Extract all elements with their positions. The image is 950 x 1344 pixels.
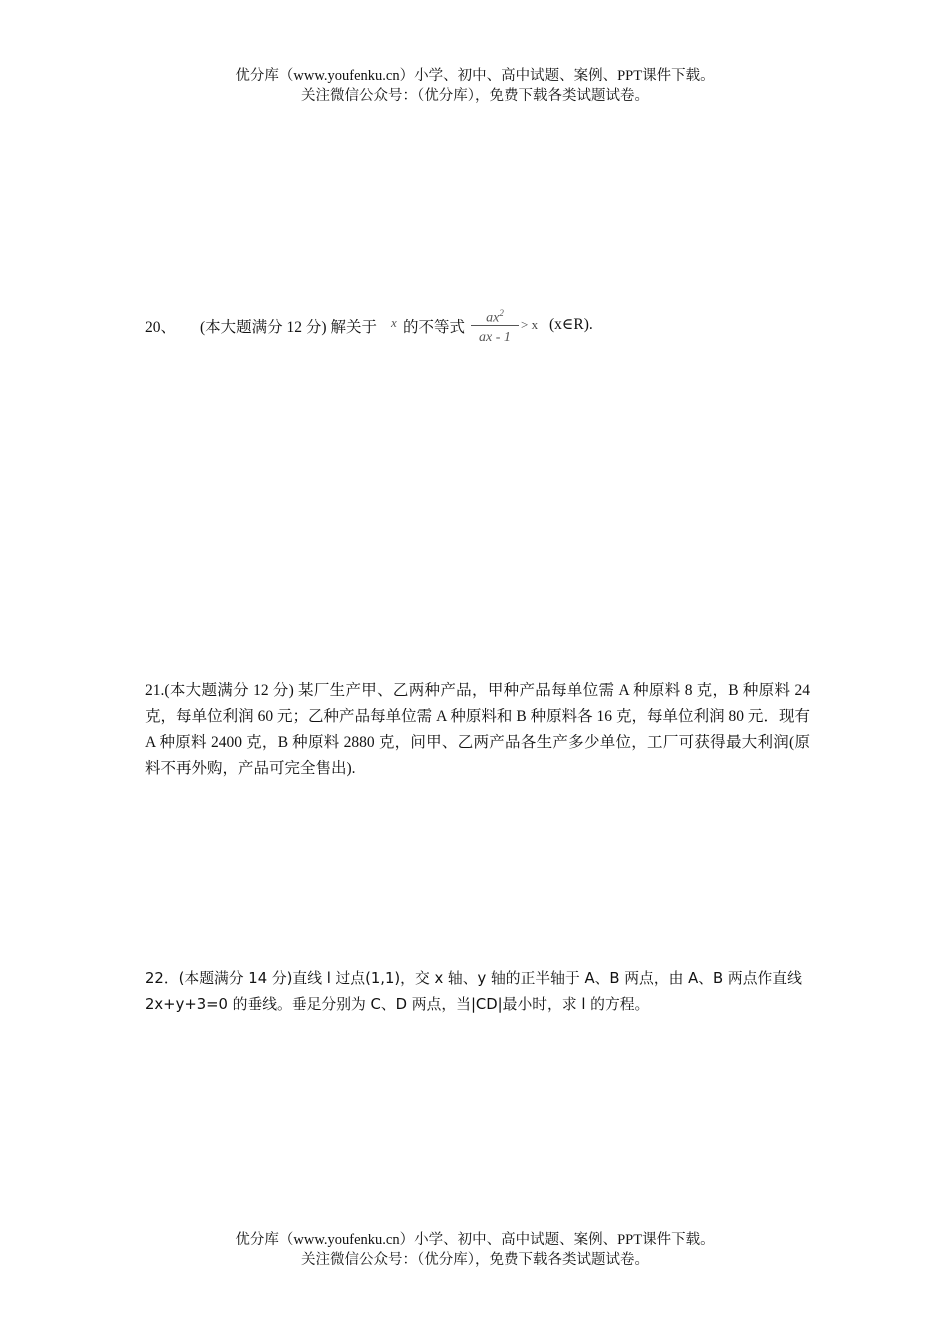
page-footer (0, 1230, 950, 1270)
q20-number: 20、 (145, 319, 177, 336)
footer-line-2: 关注微信公众号：（优分库），免费下载各类试题试卷。 (301, 1252, 649, 1268)
q20-condition: (x∈R). (549, 316, 593, 333)
footer-line-1: 优分库（www.youfenku.cn）小学、初中、高中试题、案例、PPT课件下载。 (235, 1232, 715, 1248)
question-20 (145, 302, 810, 350)
question-21 (145, 678, 810, 782)
question-22 (145, 966, 810, 1018)
header-line-2: 关注微信公众号：（优分库），免费下载各类试题试卷。 (301, 88, 649, 104)
q22-text: 22．(本题满分 14 分)直线 l 过点(1,1)，交 x 轴、y 轴的正半轴于 A、B 两点，由 A、B 两点作直线 2x+y+3=0 的垂线。垂足分别为 C、D 两点，当|CD|最小时，求 l 的方程。 (145, 970, 802, 1013)
q20-frac-numerator: ax (486, 310, 500, 326)
q20-frac-exponent: 2 (499, 308, 504, 318)
q20-text2: 的不等式 (403, 319, 466, 336)
header-line-1: 优分库（www.youfenku.cn）小学、初中、高中试题、案例、PPT课件下载。 (235, 68, 715, 84)
q20-text: (本大题满分 12 分) 解关于 (200, 319, 377, 336)
q21-text: 21.(本大题满分 12 分) 某厂生产甲、乙两种产品，甲种产品每单位需 A 种原料 8 克，B 种原料 24 克，每单位利润 60 元；乙种产品每单位需 A 种原料和 B 种原料各 16 克，每单位利润 80 元．现有 A 种原料 2400 克，B 种原料 2880 克，问甲、乙两产品各生产多少单位，工厂可获得最大利润(原料不再外购，产品可完全售出). (145, 682, 810, 777)
page-header (0, 66, 950, 106)
q20-fraction (471, 302, 519, 349)
q20-frac-denominator: ax - 1 (479, 330, 511, 345)
q20-relation: > x (521, 317, 539, 332)
q20-var: x (391, 315, 397, 330)
